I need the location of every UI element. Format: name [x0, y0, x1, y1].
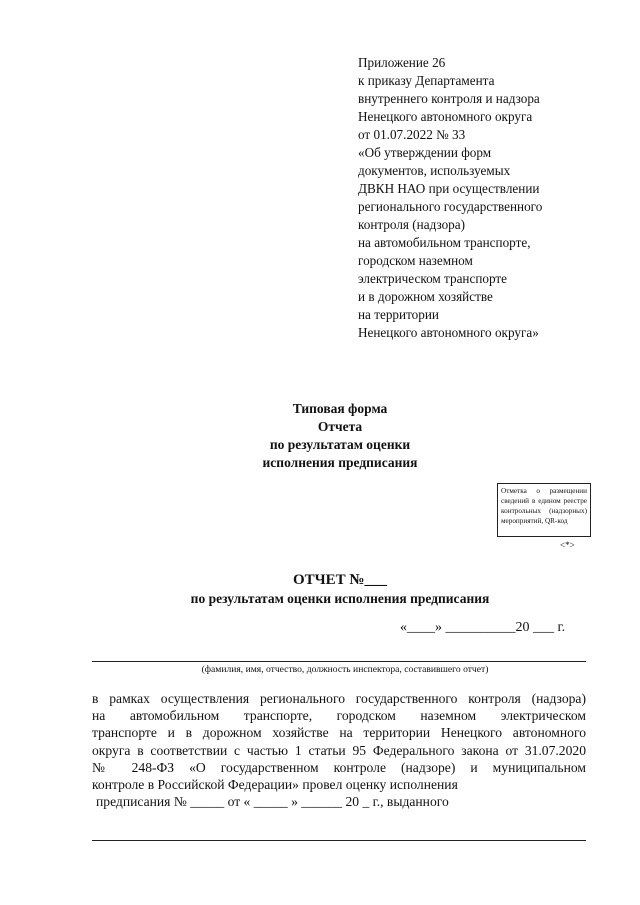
appendix-line: к приказу Департамента [358, 73, 495, 88]
body-line: на автомобильном транспорте, городском наземном электрическом [92, 708, 586, 724]
body-line: в рамках осуществления регионального государственного контроля (надзора) [92, 691, 586, 706]
inspector-name-line [92, 661, 586, 662]
form-title [200, 400, 480, 472]
appendix-line: на территории [358, 307, 439, 322]
appendix-line: регионального государственного [358, 199, 543, 214]
appendix-line: ДВКН НАО при осуществлении [358, 181, 540, 196]
form-title-line: исполнения предписания [262, 455, 418, 470]
body-line: транспорте и в дорожном хозяйстве на территории Ненецкого автономного [92, 725, 586, 741]
appendix-line: электрическом транспорте [358, 271, 508, 286]
appendix-line: Ненецкого автономного округа» [358, 325, 539, 340]
appendix-line: Приложение 26 [358, 55, 446, 70]
appendix-line: «Об утверждении форм [358, 145, 492, 160]
qr-registry-box: Отметка о размещении сведений в едином реестре контрольных (надзорных) мероприятий, QR-код [497, 483, 591, 537]
appendix-line: и в дорожном хозяйстве [358, 289, 493, 304]
form-title-line: Типовая форма [292, 401, 388, 416]
appendix-line: городском наземном [358, 253, 473, 268]
body-line: № 248-ФЗ «О государственном контроле (надзоре) и муниципальном [92, 759, 586, 775]
inspector-caption: (фамилия, имя, отчество, должность инспектора, составившего отчет) [201, 664, 489, 675]
report-title: ОТЧЕТ №___ [292, 572, 387, 588]
appendix-line: Ненецкого автономного округа [358, 109, 533, 124]
body-line: округа в соответствии с частью 1 статьи 95 Федерального закона от 31.07.2020 [92, 742, 586, 758]
prescription-line: предписания № _____ от « _____ » ______ 20 _ г., выданного [96, 794, 449, 809]
appendix-header [358, 54, 608, 342]
appendix-line: внутреннего контроля и надзора [358, 91, 540, 106]
issuer-line [92, 840, 586, 841]
appendix-line: документов, используемых [358, 163, 511, 178]
appendix-line: на автомобильном транспорте, [358, 235, 531, 250]
report-subtitle: по результатам оценки исполнения предписания [190, 591, 490, 606]
body-line: контроле в Российской Федерации» провел оценку исполнения [92, 776, 458, 792]
appendix-line: контроля (надзора) [358, 217, 466, 232]
form-title-line: по результатам оценки [269, 437, 411, 452]
report-body-text [92, 690, 586, 793]
footnote-mark: <*> [560, 540, 575, 550]
appendix-line: от 01.07.2022 № 33 [358, 127, 466, 142]
report-date-field: «____» __________20 ___ г. [400, 620, 566, 635]
form-title-line: Отчета [317, 419, 363, 434]
